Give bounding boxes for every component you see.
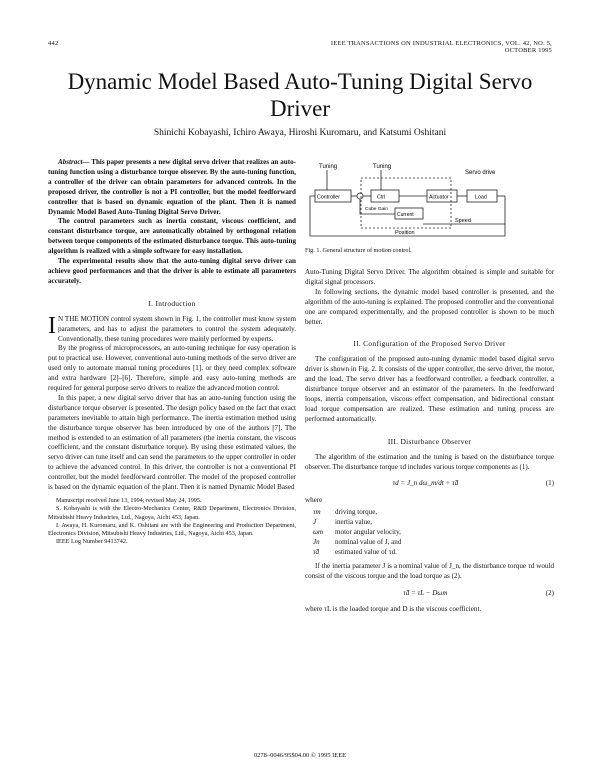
- servo-drive-label: Servo drive: [465, 170, 496, 176]
- intro-paragraph-3: In this paper, a new digital servo driver that has an auto-tuning function using the disturbance torque observer is presented. The design policy based on the fact that exact parameters inevitable to attain high performance. The inertia estimation method using the disturbance torque observer has been introduced by one of the authors [7]. The method is extended to an estimation of all parameters (the inertia constant, the viscous coefficient, and the constant disturbance torque). By using these estimated values, the servo driver can tune itself and can send the parameters to the upper controller in order to achieve the advanced control. In this driver, the controller is not a conventional PI controller, but the model feedforward controller. The model of the proposed controller is based on the dynamic equation of the plant. Then it is named Dynamic Model Based: [48, 393, 296, 492]
- equation-2-number: (2): [545, 588, 554, 597]
- intro-paragraph-2: By the progress of microprocessors, an auto-tuning technique for easy operation is put to practical use. However, conventional auto-tuning methods of the servo driver are used only to automate manual tuning procedures [1], or they need complex software and extra hardware [2]–[6]. Therefore, simple and easy auto-tuning methods are required for general purpose servo drivers to realize the advanced motion control.: [48, 344, 296, 393]
- intro-lead-text: N THE MOTION: [58, 314, 109, 323]
- abstract-label: Abstract—: [58, 158, 90, 166]
- definition-row: [313, 528, 554, 538]
- abstract: [48, 158, 296, 287]
- definition-symbol: τm: [313, 508, 321, 517]
- definition-row: [313, 508, 554, 518]
- cube-gain-label: Cube Gain: [365, 207, 388, 212]
- drop-cap: I: [48, 312, 56, 339]
- left-column: [48, 158, 296, 547]
- definition-row: [313, 538, 554, 548]
- intro-paragraph-1: [48, 312, 296, 345]
- actuator-label: Actuator: [429, 194, 449, 201]
- footnote-manuscript: Manuscript received June 13, 1994; revised May 24, 1995.: [56, 497, 202, 504]
- tuning-label-2: Tuning: [373, 164, 392, 170]
- intro-text-1: control system shown in Fig. 1, the controller must know system parameters, and has to adjust the parameters to control the system adequately. Conventionally, these tuning procedures were mainly performed by experts.: [58, 314, 296, 343]
- abstract-paragraph-3: The experimental results show that the auto-tuning digital servo driver can achieve good performances and that the driver is able to estimate all parameters accurately.: [48, 257, 296, 285]
- journal-header: IEEE TRANSACTIONS ON INDUSTRIAL ELECTRONICS, VOL. 42, NO. 5, OCTOBER 1995: [330, 40, 552, 54]
- definition-row: [313, 548, 554, 558]
- section-3-paragraph-1: The algorithm of the estimation and the tuning is based on the disturbance torque observer. The disturbance torque τd includes various torque components as (1).: [305, 452, 554, 471]
- equation-2: [305, 589, 554, 599]
- abstract-paragraph-1: [48, 158, 296, 217]
- figure-caption: Fig. 1. General structure of motion control.: [305, 247, 412, 254]
- definition-symbol: J: [313, 518, 317, 527]
- speed-label: Speed: [455, 218, 471, 224]
- footnote-author-1: S. Kobayashi is with the Electro-Mechanics Center, R&D Department, Electronics Division, Mitsubishi Heavy Industries, Ltd., Nagoya, Aichi 453, Japan.: [48, 505, 296, 521]
- servo-drive-boundary: [361, 178, 451, 228]
- summing-junction: [357, 193, 363, 199]
- section-1-heading: I. Introduction: [148, 298, 196, 308]
- definition-row: [313, 518, 554, 528]
- load-label: Load: [475, 194, 487, 201]
- definition-text: driving torque,: [335, 508, 378, 517]
- ctrl-label: Ctrl: [377, 194, 386, 201]
- abstract-paragraph-2: The control parameters such as inertia constant, viscous coefficient, and constant disturbance torque, are automatically obtained by orthogonal relation between torque components of the estimated disturbance torque. This auto-tuning algorithm is realized with a simple software for easy installation.: [48, 217, 296, 256]
- block-diagram: [305, 160, 554, 242]
- right-column: [305, 268, 554, 615]
- definition-text: inertia value,: [335, 518, 373, 527]
- page-number: 442: [48, 40, 59, 47]
- abstract-text-1: This paper presents a new digital servo driver that realizes an auto-tuning function using a disturbance torque observer. By the auto-tuning function, a controller of the driver can obtain parameters for advanced controls. In the proposed driver, the controller is not a PI controller, but the model feedforward controller that is based on dynamic equation of the plant. Then it is named Dynamic Model Based Auto-Tuning Digital Servo Driver.: [48, 158, 296, 216]
- current-label: Current: [397, 212, 414, 218]
- definition-symbol: Jn: [313, 537, 320, 546]
- intro-continued: Auto-Tuning Digital Servo Driver. The algorithm obtained is simple and suitable for digital signal processors.: [305, 268, 554, 286]
- definition-text: motor angular velocity,: [335, 528, 401, 537]
- section-2-paragraph: The configuration of the proposed auto-tuning dynamic model based digital servo driver is shown in Fig. 2. It consists of the upper controller, the servo driver, the motor, and the load. The servo driver has a feedforward controller, a feedback controller, a disturbance torque observer and an estimator of the parameters. In the feedforward loops, inertia compensation, viscous effect compensation, and bidirectional constant load torque compensation are realized. These estimation and tuning process are performed automatically.: [305, 355, 554, 423]
- controller-label: Controller: [317, 194, 340, 201]
- section-3-paragraph-2: If the inertia parameter J is a nominal value of J_n, the disturbance torque τd would consist of the viscous torque and the load torque as (2).: [305, 561, 554, 580]
- definition-text: estimated value of τd.: [335, 547, 397, 556]
- equation-1-body: τd = J_n dω_m/dt + τ̂d: [392, 479, 459, 488]
- definition-symbol: τ̂d: [313, 547, 320, 556]
- equation-2-body: τ̂d = τL − Dωm: [403, 588, 448, 597]
- definition-text: nominal value of J, and: [335, 537, 402, 546]
- symbol-definitions: [313, 508, 554, 558]
- author-list: Shinichi Kobayashi, Ichiro Awaya, Hiroshi Kuromaru, and Katsumi Oshitani: [153, 128, 447, 138]
- definition-symbol: ωm: [313, 528, 324, 537]
- section-3-heading: III. Disturbance Observer: [387, 436, 472, 446]
- footnote-author-2: I. Awaya, H. Kuromaru, and K. Oshitani are with the Engineering and Production Department, Electronics Division, Mitsubishi Heavy Industries, Ltd., Nagoya, Aichi 453, Japan.: [48, 521, 296, 538]
- equation-1-number: (1): [545, 479, 554, 488]
- paper-title: Dynamic Model Based Auto-Tuning Digital Servo Driver: [67, 69, 533, 121]
- section-2-heading: II. Configuration of the Proposed Servo Driver: [353, 339, 506, 349]
- section-3-paragraph-3: where τL is the loaded torque and D is the viscous coefficient.: [305, 605, 482, 614]
- figure-1: [305, 160, 554, 254]
- where-label: where: [305, 496, 323, 505]
- footnote-log-number: IEEE Log Number 9413742.: [56, 538, 128, 546]
- equation-1: [305, 479, 554, 489]
- copyright-line: 0278–0046/95$04.00 © 1995 IEEE: [253, 752, 347, 759]
- position-label: Position: [395, 230, 415, 236]
- footnotes: [48, 497, 296, 547]
- intro-paragraph-4: In following sections, the dynamic model based controller is presented, and the algorithm of the auto-tuning is explained. The proposed controller and the conventional one are compared experimentally, and the proposed controller is shown to be much better.: [305, 287, 554, 326]
- tuning-label-1: Tuning: [319, 164, 338, 170]
